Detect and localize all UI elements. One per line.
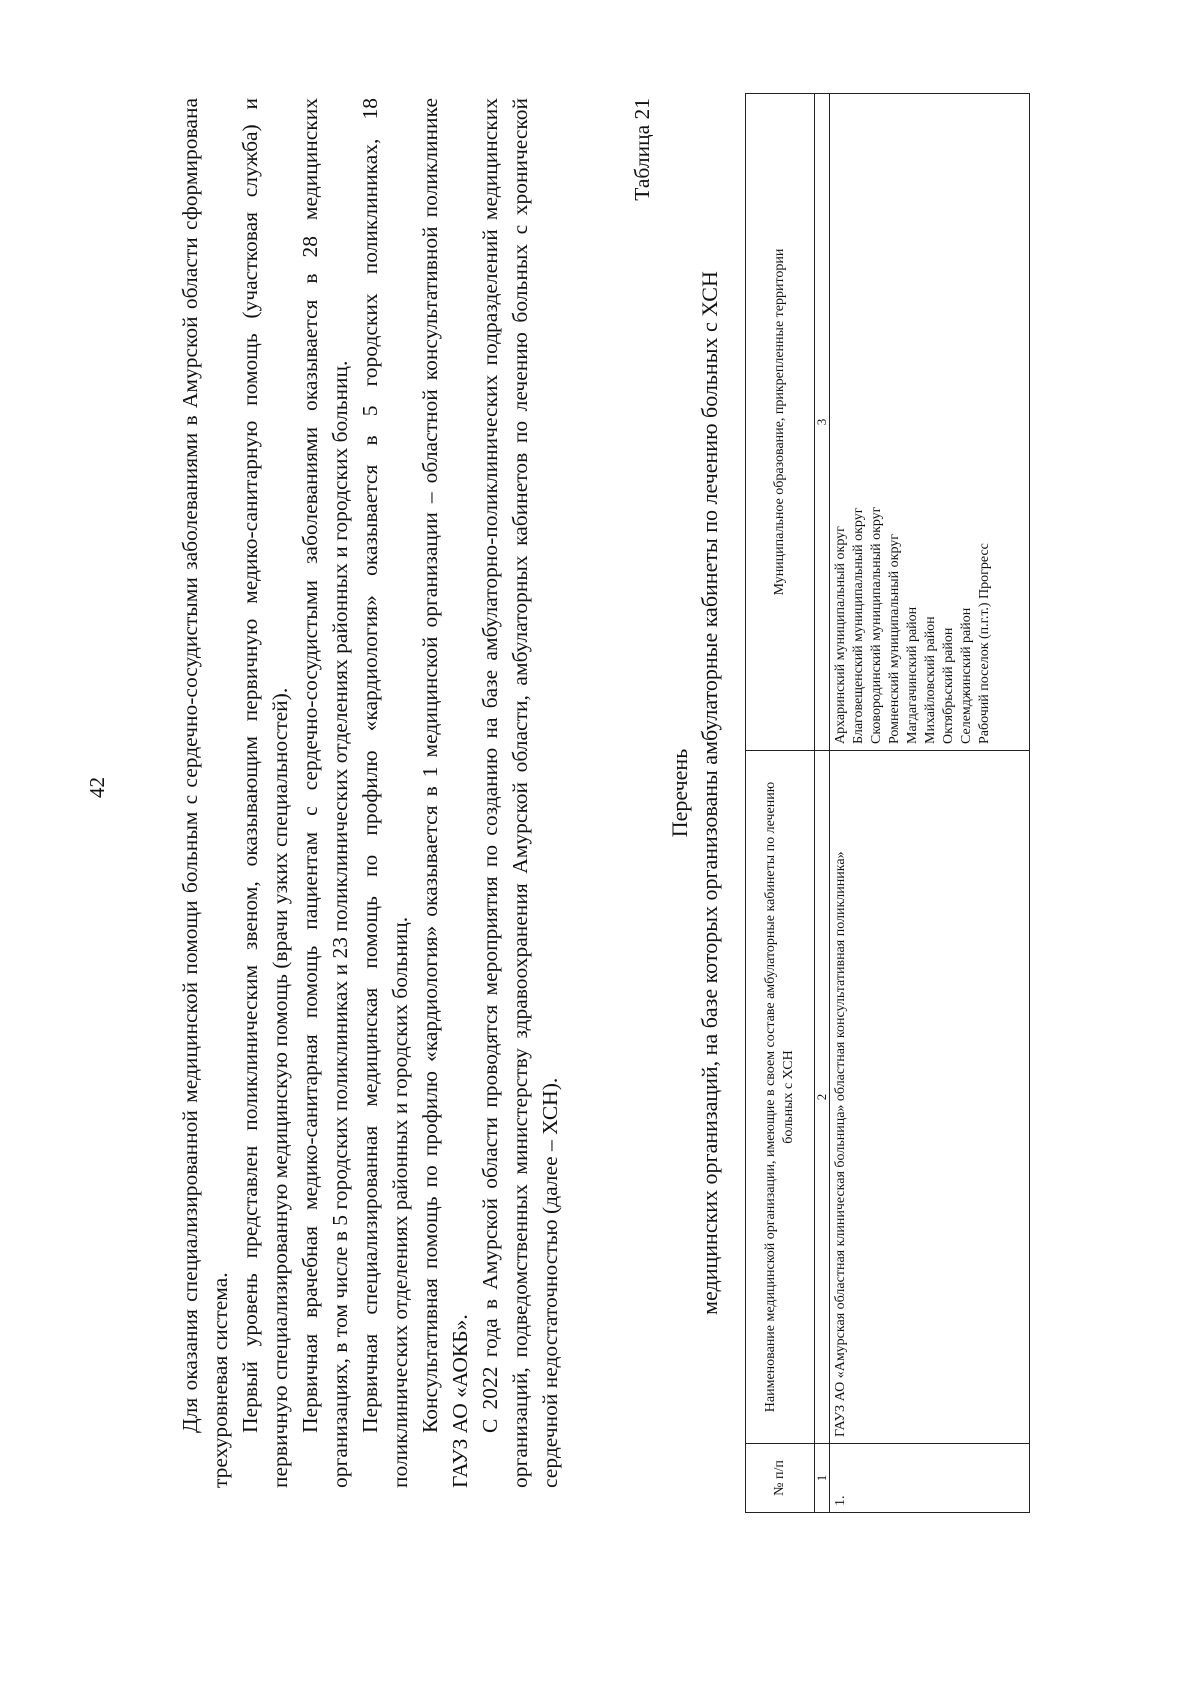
row-num: 1.	[830, 1444, 1030, 1513]
column-number: 3	[815, 94, 830, 751]
list-title-line1: Перечень	[667, 748, 692, 838]
page-number: 42	[85, 777, 109, 798]
column-number: 2	[815, 751, 830, 1444]
paragraph: Консультативная помощь по профилю «кардиология» оказывается в 1 медицинской организации – областной консультативной поликлинике ГАУЗ АО «АОКБ».	[418, 98, 472, 1488]
table-header-row	[746, 94, 815, 1513]
column-number: 1	[815, 1444, 830, 1513]
table-label: Таблица 21	[630, 98, 654, 201]
territory-item: Михайловский район	[923, 616, 938, 744]
territory-item: Рабочий поселок (п.г.т.) Прогресс	[977, 543, 992, 744]
header-num: № п/п	[746, 1444, 815, 1513]
territory-item: Октябрьский район	[941, 627, 956, 744]
territory-item: Сковородинский муниципальный округ	[869, 506, 884, 744]
list-title-line2: медицинских организаций, на базе которых организованы амбулаторные кабинеты по лечению больных с ХСН	[697, 271, 722, 1315]
header-organization: Наименование медицинской организации, имеющие в своем составе амбулаторные кабинеты по лечению больных с ХСН	[746, 751, 815, 1444]
row-territories	[830, 94, 1030, 751]
paragraph: Первичная специализированная медицинская помощь по профилю «кардиология» оказывается в 5 городских поликлиниках, 18 поликлинических отделениях районных и городских больниц.	[358, 98, 412, 1488]
paragraph: Для оказания специализированной медицинской помощи больным с сердечно-сосудистыми заболеваниями в Амурской области сформирована трехуровневая система.	[178, 98, 232, 1488]
column-numbers-row	[815, 94, 830, 1513]
territory-item: Архаринский муниципальный округ	[833, 526, 848, 744]
territory-item: Ромненский муниципальный округ	[887, 533, 902, 744]
body-text	[175, 98, 565, 1488]
paragraph: Первичная врачебная медико-санитарная помощь пациентам с сердечно-сосудистыми заболеваниями оказывается в 28 медицинских организациях, в том числе в 5 городских поликлиниках и 23 поликлинических отделениях районных и городских больниц.	[298, 98, 352, 1488]
list-title	[665, 98, 725, 1488]
header-territories: Муниципальное образование, прикрепленные территории	[746, 94, 815, 751]
table-row	[830, 94, 1030, 1513]
territory-item: Селемджинский район	[959, 607, 974, 744]
row-organization: ГАУЗ АО «Амурская областная клиническая больница» областная консультативная поликлиника»	[830, 751, 1030, 1444]
territory-item: Благовещенский муниципальный округ	[851, 507, 866, 744]
organizations-table	[745, 93, 1030, 1513]
territory-item: Магдагачинский район	[905, 606, 920, 744]
paragraph: С 2022 года в Амурской области проводятся мероприятия по созданию на базе амбулаторно-поликлинических подразделений медицинских организаций, подведомственных министерству здравоохранения Амурской области, амбулаторных кабинетов по лечению больных с хронической сердечной недостаточностью (далее – ХСН).	[478, 98, 562, 1488]
paragraph: Первый уровень представлен поликлиническим звеном, оказывающим первичную медико-санитарную помощь (участковая служба) и первичную специализированную медицинскую помощь (врачи узких специальностей).	[238, 98, 292, 1488]
